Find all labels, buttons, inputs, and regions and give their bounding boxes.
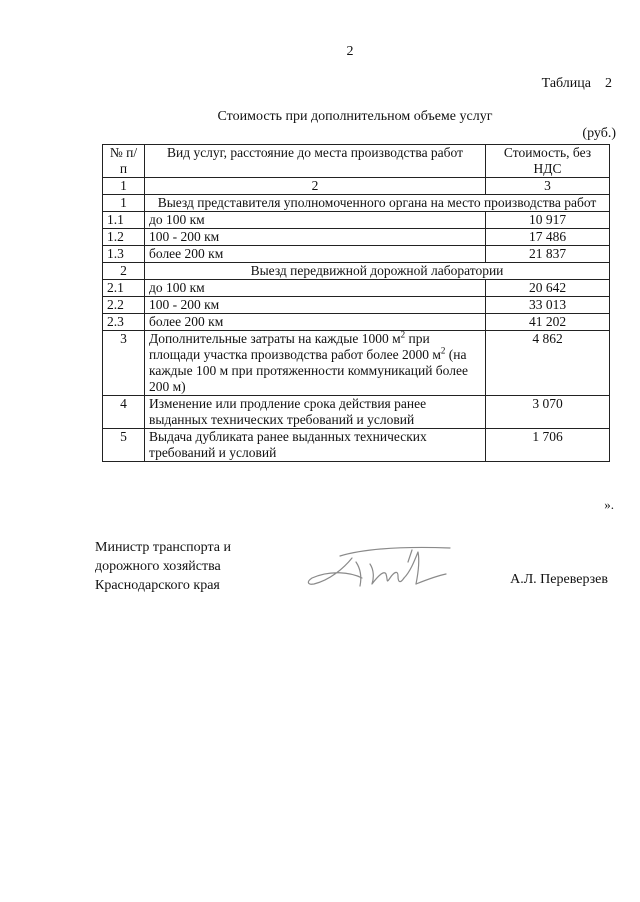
currency-unit: (руб.) (582, 126, 616, 141)
row-num: 4 (103, 396, 145, 429)
row-service: до 100 км (145, 280, 486, 297)
table-row (103, 229, 610, 246)
row-num: 2.1 (103, 280, 145, 297)
table-row (103, 246, 610, 263)
table-label: Таблица 2 (541, 76, 612, 91)
table-title: Стоимость при дополнительном объеме услуг (217, 109, 493, 124)
column-number-row (103, 178, 610, 195)
row-cost: 20 642 (486, 280, 610, 297)
row-service: 100 - 200 км (145, 297, 486, 314)
table-row (103, 297, 610, 314)
row-cost: 3 070 (486, 396, 610, 429)
row-num: 2.3 (103, 314, 145, 331)
table-row (103, 314, 610, 331)
table-row (103, 331, 610, 396)
row-service (145, 331, 486, 396)
table-row (103, 263, 610, 280)
row-cost: 4 862 (486, 331, 610, 396)
row-num: 3 (103, 331, 145, 396)
row-cost: 33 013 (486, 297, 610, 314)
minister-title-line: Министр транспорта и (95, 540, 231, 555)
row-cost: 41 202 (486, 314, 610, 331)
row-service: до 100 км (145, 212, 486, 229)
row-service-part: при площади участка производства работ более 2000 м (149, 331, 441, 362)
minister-title-line: Краснодарского края (95, 578, 220, 593)
column-number: 3 (486, 178, 610, 195)
row-service: Изменение или продление срока действия ранее выданных технических требований и условий (145, 396, 486, 429)
row-service: более 200 км (145, 246, 486, 263)
superscript: 2 (440, 345, 446, 356)
table-row (103, 396, 610, 429)
section-heading: Выезд передвижной дорожной лаборатории (145, 263, 610, 280)
table-header-row (103, 145, 610, 178)
closing-quote: ». (604, 497, 614, 512)
row-cost: 17 486 (486, 229, 610, 246)
table-row (103, 280, 610, 297)
row-cost: 1 706 (486, 429, 610, 462)
row-num: 2.2 (103, 297, 145, 314)
row-num: 1 (103, 195, 145, 212)
row-num: 5 (103, 429, 145, 462)
table-row (103, 212, 610, 229)
header-cost: Стоимость, без НДС (486, 145, 610, 178)
minister-title (95, 538, 231, 595)
page-number: 2 (346, 44, 354, 59)
row-service-part: Дополнительные затраты на каждые 1000 м (149, 331, 401, 346)
table-row (103, 429, 610, 462)
row-num: 1.1 (103, 212, 145, 229)
row-num: 1.2 (103, 229, 145, 246)
header-service: Вид услуг, расстояние до места производства работ (145, 145, 486, 178)
superscript: 2 (400, 329, 406, 340)
row-service-part: (на каждые 100 м при протяженности коммуникаций более 200 м) (149, 347, 468, 394)
handwritten-signature (300, 538, 465, 598)
row-num: 2 (103, 263, 145, 280)
table-row (103, 195, 610, 212)
minister-title-line: дорожного хозяйства (95, 559, 221, 574)
row-service: более 200 км (145, 314, 486, 331)
row-service: Выдача дубликата ранее выданных технических требований и условий (145, 429, 486, 462)
cost-table (102, 144, 610, 462)
signer-name: А.Л. Переверзев (510, 572, 608, 587)
row-num: 1.3 (103, 246, 145, 263)
header-num: № п/п (103, 145, 145, 178)
section-heading: Выезд представителя уполномоченного органа на место производства работ (145, 195, 610, 212)
column-number: 1 (103, 178, 145, 195)
row-cost: 21 837 (486, 246, 610, 263)
column-number: 2 (145, 178, 486, 195)
row-service: 100 - 200 км (145, 229, 486, 246)
row-cost: 10 917 (486, 212, 610, 229)
